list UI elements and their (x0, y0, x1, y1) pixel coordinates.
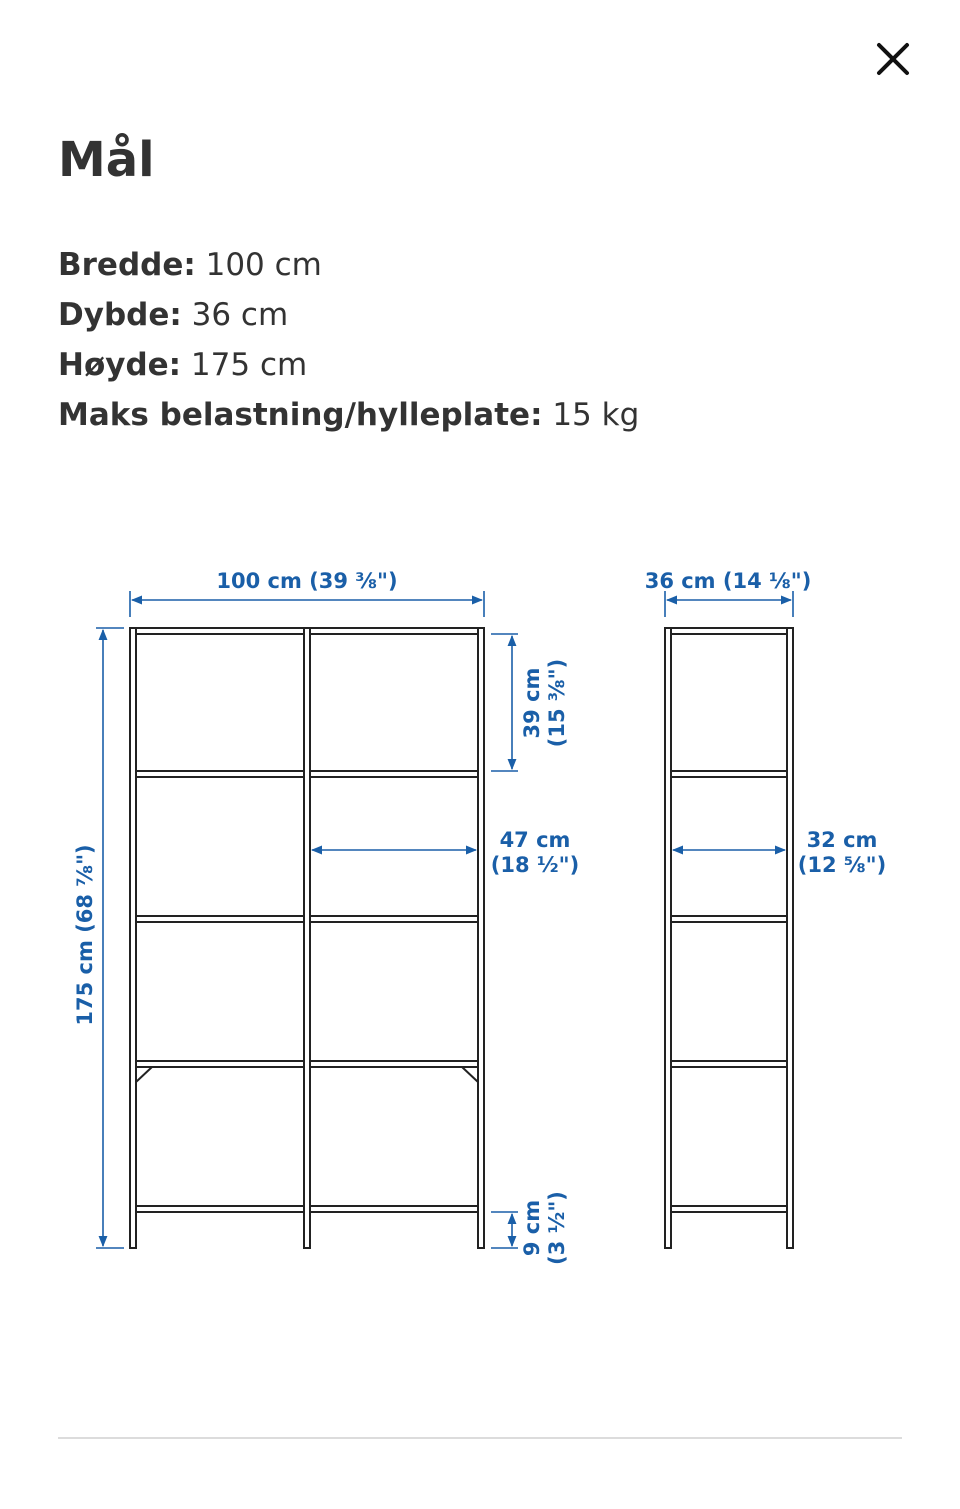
bottom-clearance-label-line1: 9 cm (520, 1199, 544, 1257)
top-compartment-label-line1: 39 cm (520, 667, 544, 739)
dimension-diagram (0, 540, 960, 1360)
close-button[interactable] (868, 34, 918, 84)
spec-max-load (58, 390, 639, 440)
spec-list (58, 240, 639, 440)
spec-depth (58, 290, 639, 340)
top-compartment-dimension (491, 634, 518, 771)
front-width-label: 100 cm (39 ⅜") (216, 569, 398, 593)
side-inner-depth-label-line1: 32 cm (806, 828, 878, 852)
spec-label: Bredde: (58, 247, 196, 283)
spec-value: 175 cm (190, 347, 308, 383)
spec-value: 15 kg (552, 397, 640, 433)
spec-value: 100 cm (205, 247, 322, 283)
spec-label: Dybde: (58, 297, 182, 333)
spec-width (58, 240, 639, 290)
divider (58, 1437, 902, 1439)
spec-label: Maks belastning/hylleplate: (58, 397, 543, 433)
front-height-dimension (96, 628, 124, 1248)
front-width-dimension (130, 591, 484, 617)
side-inner-depth-label-line2: (12 ⅝") (797, 853, 887, 877)
side-depth-label: 36 cm (14 ⅛") (644, 569, 812, 593)
front-view-shelf (130, 628, 484, 1248)
bottom-clearance-dimension (491, 1212, 518, 1248)
inner-width-label-line2: (18 ½") (490, 853, 580, 877)
inner-width-label-line1: 47 cm (499, 828, 571, 852)
close-icon (876, 42, 910, 76)
spec-height (58, 340, 639, 390)
spec-value: 36 cm (191, 297, 289, 333)
front-height-label: 175 cm (68 ⅞") (73, 844, 97, 1026)
side-view-shelf (665, 628, 793, 1248)
top-compartment-label-line2: (15 ⅜") (545, 658, 569, 748)
page-title: Mål (58, 132, 155, 188)
spec-label: Høyde: (58, 347, 182, 383)
bottom-clearance-label-line2: (3 ½") (545, 1191, 569, 1265)
side-depth-dimension (665, 591, 793, 617)
